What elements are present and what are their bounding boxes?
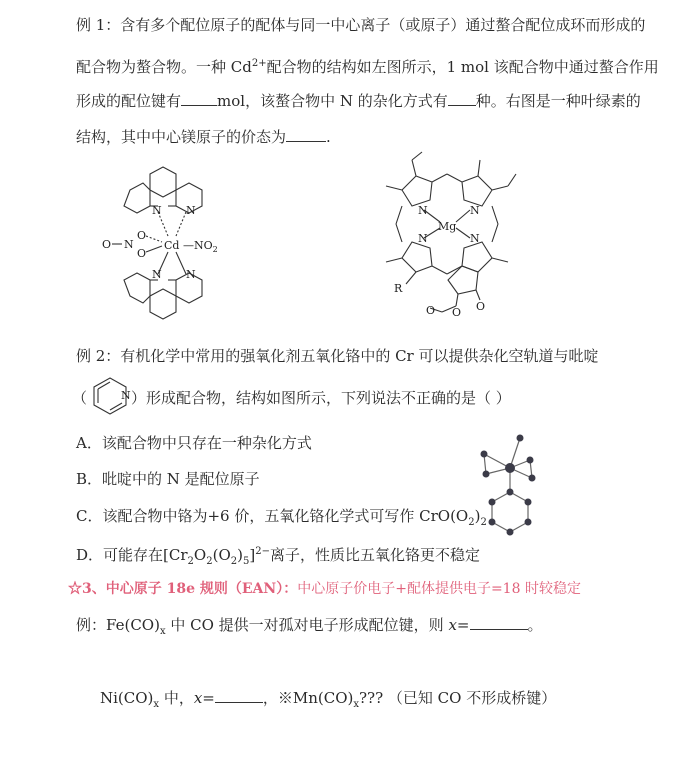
ex4-line: $Ni(CO)_x$ 中，x= ，$※Mn(CO)_x$??? （已知 CO 不形成桥键）: [100, 689, 557, 710]
ex2-line-2: （ ）形成配合物，结构如图所示，下列说法不正确的是（ ）: [72, 389, 511, 407]
ex1-line-2: 配合物为螯合物。一种 $Cd^{2+}$配合物的结构如左图所示，1 mol 该配合物中通过螯合作用: [76, 58, 659, 76]
answer-blank-valence[interactable]: [286, 127, 326, 142]
atom-O-3: O: [102, 238, 112, 251]
chlorophyll-structure: [372, 150, 542, 325]
answer-blank-bonds[interactable]: [181, 91, 217, 106]
option-b: B．吡啶中的 N 是配位原子: [76, 470, 260, 488]
cd-complex-structure: [100, 160, 250, 325]
atom-O-2: O: [137, 247, 147, 260]
ex1-line-4: 结构，其中中心镁原子的价态为 .: [76, 128, 331, 146]
chl-N-4: N: [470, 232, 480, 245]
ex1-line-3: 形成的配位键有 mol，该螯合物中 N 的杂化方式有 种。右图是一种叶绿素的: [76, 92, 641, 110]
chl-N-2: N: [470, 204, 480, 217]
ex3-line: 例：$Fe(CO)_x$ 中 CO 提供一对孤对电子形成配位键，则 x= 。: [76, 616, 543, 637]
option-a: A．该配合物中只存在一种杂化方式: [76, 434, 312, 452]
answer-blank-ni-x[interactable]: [215, 688, 263, 703]
answer-blank-hybrid[interactable]: [448, 91, 476, 106]
no2-group: $—NO_2$: [183, 239, 218, 254]
atom-N-4: N: [186, 268, 196, 281]
atom-N-1: N: [152, 204, 162, 217]
ex1-line-1: 例 1：含有多个配位原子的配体与同一中心离子（或原子）通过螯合配位成环而形成的: [76, 16, 646, 34]
chl-O-3: O: [426, 304, 436, 317]
option-c: C．该配合物中铬为+6 价，五氧化铬化学式可写作 $CrO(O_2)_2$: [76, 507, 487, 528]
ex2-line-1: 例 2：有机化学中常用的强氧化剂五氧化铬中的 Cr 可以提供杂化空轨道与吡啶: [76, 347, 599, 365]
chl-N-1: N: [418, 204, 428, 217]
atom-Mg: Mg: [438, 220, 457, 233]
atom-Cd: Cd: [164, 239, 180, 252]
section-3-heading: ☆3、中心原子 18e 规则（EAN）：中心原子价电子+配体提供电子=18 时较稳定: [68, 581, 581, 597]
group-R: R: [394, 282, 403, 295]
atom-N-2: N: [186, 204, 196, 217]
atom-O-1: O: [137, 229, 147, 242]
atom-N-nitrite: N: [124, 238, 134, 251]
option-d: D．可能存在$[Cr_2O_2(O_2)_5]^{2-}$离子，性质比五氧化铬更不稳定: [76, 546, 480, 567]
chl-O-1: O: [476, 300, 486, 313]
pyridine-icon: [88, 375, 132, 417]
svg-text:N: N: [121, 389, 131, 402]
chl-O-2: O: [452, 306, 462, 319]
answer-blank-fe-x[interactable]: [470, 615, 528, 630]
chl-N-3: N: [418, 232, 428, 245]
cro5-pyridine-model: [470, 432, 550, 547]
atom-N-3: N: [152, 268, 162, 281]
